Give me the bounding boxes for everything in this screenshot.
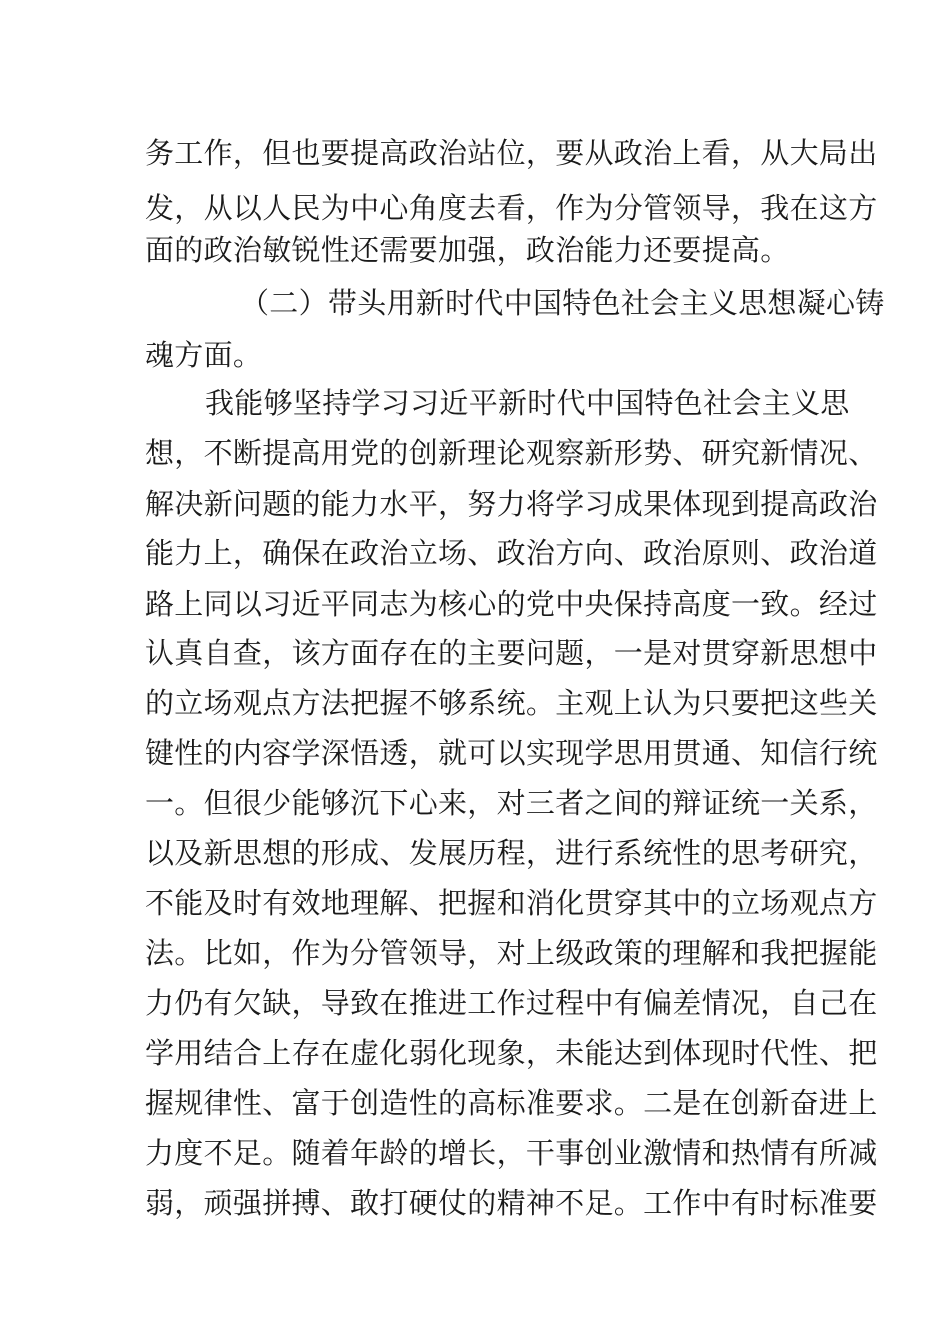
text-line: 键性的内容学深悟透，就可以实现学思用贯通、知信行统 [145, 736, 878, 770]
text-line: 以及新思想的形成、发展历程，进行系统性的思考研究， [145, 836, 878, 870]
section-heading: （二）带头用新时代中国特色社会主义思想凝心铸 [240, 286, 885, 320]
text-line: 想，不断提高用党的创新理论观察新形势、研究新情况、 [145, 436, 878, 470]
text-line: 一。但很少能够沉下心来，对三者之间的辩证统一关系， [145, 786, 878, 820]
section-heading-continuation: 魂方面。 [145, 338, 263, 372]
text-line: 的立场观点方法把握不够系统。主观上认为只要把这些关 [145, 686, 878, 720]
text-line: 握规律性、富于创造性的高标准要求。二是在创新奋进上 [145, 1086, 878, 1120]
text-line: 解决新问题的能力水平，努力将学习成果体现到提高政治 [145, 487, 878, 521]
text-line: 学用结合上存在虚化弱化现象，未能达到体现时代性、把 [145, 1036, 878, 1070]
text-line: 弱，顽强拼搏、敢打硬仗的精神不足。工作中有时标准要 [145, 1186, 878, 1220]
text-line: 力仍有欠缺，导致在推进工作过程中有偏差情况，自己在 [145, 986, 878, 1020]
text-line: 能力上，确保在政治立场、政治方向、政治原则、政治道 [145, 536, 878, 570]
text-line: 发，从以人民为中心角度去看，作为分管领导，我在这方 [145, 191, 878, 225]
text-line: 路上同以习近平同志为核心的党中央保持高度一致。经过 [145, 587, 878, 621]
paragraph-first-line: 我能够坚持学习习近平新时代中国特色社会主义思 [205, 386, 850, 420]
text-line: 法。比如，作为分管领导，对上级政策的理解和我把握能 [145, 936, 878, 970]
text-line: 力度不足。随着年龄的增长，干事创业激情和热情有所减 [145, 1136, 878, 1170]
text-line: 面的政治敏锐性还需要加强，政治能力还要提高。 [145, 233, 790, 267]
text-line: 认真自查，该方面存在的主要问题，一是对贯穿新思想中 [145, 636, 878, 670]
text-line: 务工作，但也要提高政治站位，要从政治上看，从大局出 [145, 136, 878, 170]
text-line: 不能及时有效地理解、把握和消化贯穿其中的立场观点方 [145, 886, 878, 920]
